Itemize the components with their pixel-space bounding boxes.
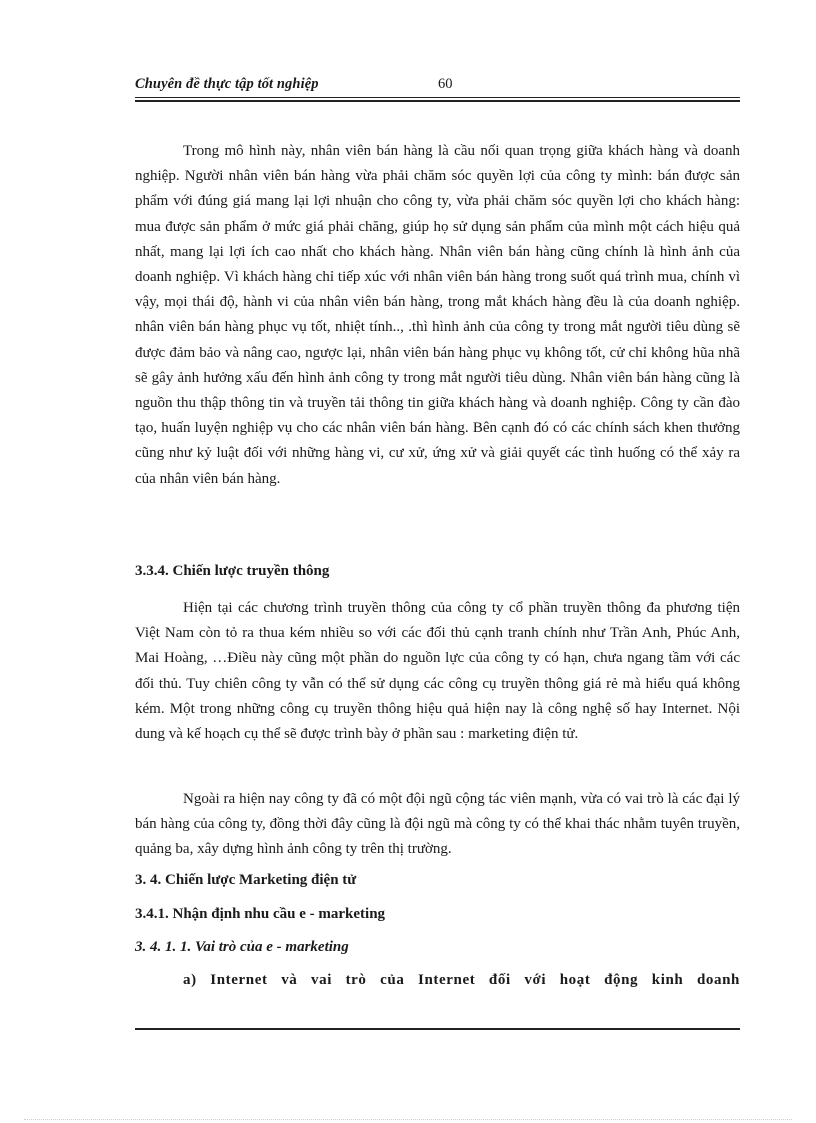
footer-rule: [135, 1028, 740, 1030]
page-number: 60: [438, 76, 453, 92]
header-rule-thick: [135, 100, 740, 102]
paragraph-sales-staff: Trong mô hình này, nhân viên bán hàng là cầu nối quan trọng giữa khách hàng và doanh nghiệp. Người nhân viên bán hàng vừa phải chăm sóc quyền lợi của công ty mình: bán được sản phẩm với đúng giá mang lại lợi nhuận cho công ty, vừa phải chăm sóc quyền lợi cho khách hàng: mua được sản phẩm ở mức giá phải chăng, giúp họ sử dụng sản phẩm của mình một cách hiệu quả nhất, mang lại lợi ích cao nhất cho khách hàng. Nhân viên bán hàng cũng chính là hình ảnh của doanh nghiệp. Vì khách hàng chỉ tiếp xúc với nhân viên bán hàng trong suốt quá trình mua, chính vì vậy, mọi thái độ, hành vi của nhân viên bán hàng, trong mắt khách hàng đều là của doanh nghiệp. nhân viên bán hàng phục vụ tốt, nhiệt tính.., .thì hình ảnh của công ty trong mắt người tiêu dùng sẽ được đảm bảo và nâng cao, ngược lại, nhân viên bán hàng phục vụ không tốt, cử chỉ không hũa nhã sẽ gây ảnh hưởng xấu đến hình ảnh công ty trong mắt người tiêu dùng. Nhân viên bán hàng cũng là nguồn thu thập thông tin và truyền tải thông tin giữa khách hàng và doanh nghiệp. Công ty cần đào tạo, huấn luyện nghiệp vụ cho các nhân viên bán hàng. Bên cạnh đó có các chính sách khen thưởng cũng như kỷ luật đối với những hàng vi, cư xử, ứng xử và giải quyết các tình huống có thể xảy ra của nhân viên bán hàng.: [135, 143, 740, 487]
paragraph-collaborators: Ngoài ra hiện nay công ty đã có một đội ngũ cộng tác viên mạnh, vừa có vai trò là các đại lý bán hàng của công ty, đồng thời đây cũng là đội ngũ mà công ty có thể khai thác nhằm tuyên truyền, quảng ba, xây dựng hình ảnh công ty trên thị trường.: [135, 791, 740, 858]
heading-internet-role: a) Internet và vai trò của Internet đối với hoạt động kinh doanh: [183, 972, 740, 988]
heading-emarketing-needs: 3.4.1. Nhận định nhu cầu e - marketing: [135, 906, 386, 922]
heading-communication-strategy: 3.3.4. Chiến lược truyền thông: [135, 563, 330, 579]
page-header: [135, 76, 740, 96]
paragraph-communication-programs: Hiện tại các chương trình truyền thông của công ty cổ phần truyền thông đa phương tiện Việt Nam còn tỏ ra thua kém nhiều so với các đối thủ cạnh tranh chính như Trần Anh, Phúc Anh, Mai Hoàng, …Điều này cũng một phần do nguồn lực của công ty có hạn, chưa ngang tầm với các đối thủ. Tuy chiên công ty vẫn có thể sử dụng các công cụ truyền thông giá rẻ mà hiểu quá không kém. Một trong những công cụ truyền thông hiệu quả hiện nay là công nghệ số hay Internet. Nội dung và kế hoạch cụ thể sẽ được trình bày ở phần sau : marketing điện tử.: [135, 600, 740, 743]
page-edge-divider: [24, 1119, 792, 1120]
heading-emarketing-role: 3. 4. 1. 1. Vai trò của e - marketing: [135, 939, 349, 955]
header-rule-thin: [135, 97, 740, 98]
header-title: Chuyên đề thực tập tốt nghiệp: [135, 76, 319, 92]
heading-emarketing-strategy: 3. 4. Chiến lược Marketing điện tử: [135, 872, 357, 888]
